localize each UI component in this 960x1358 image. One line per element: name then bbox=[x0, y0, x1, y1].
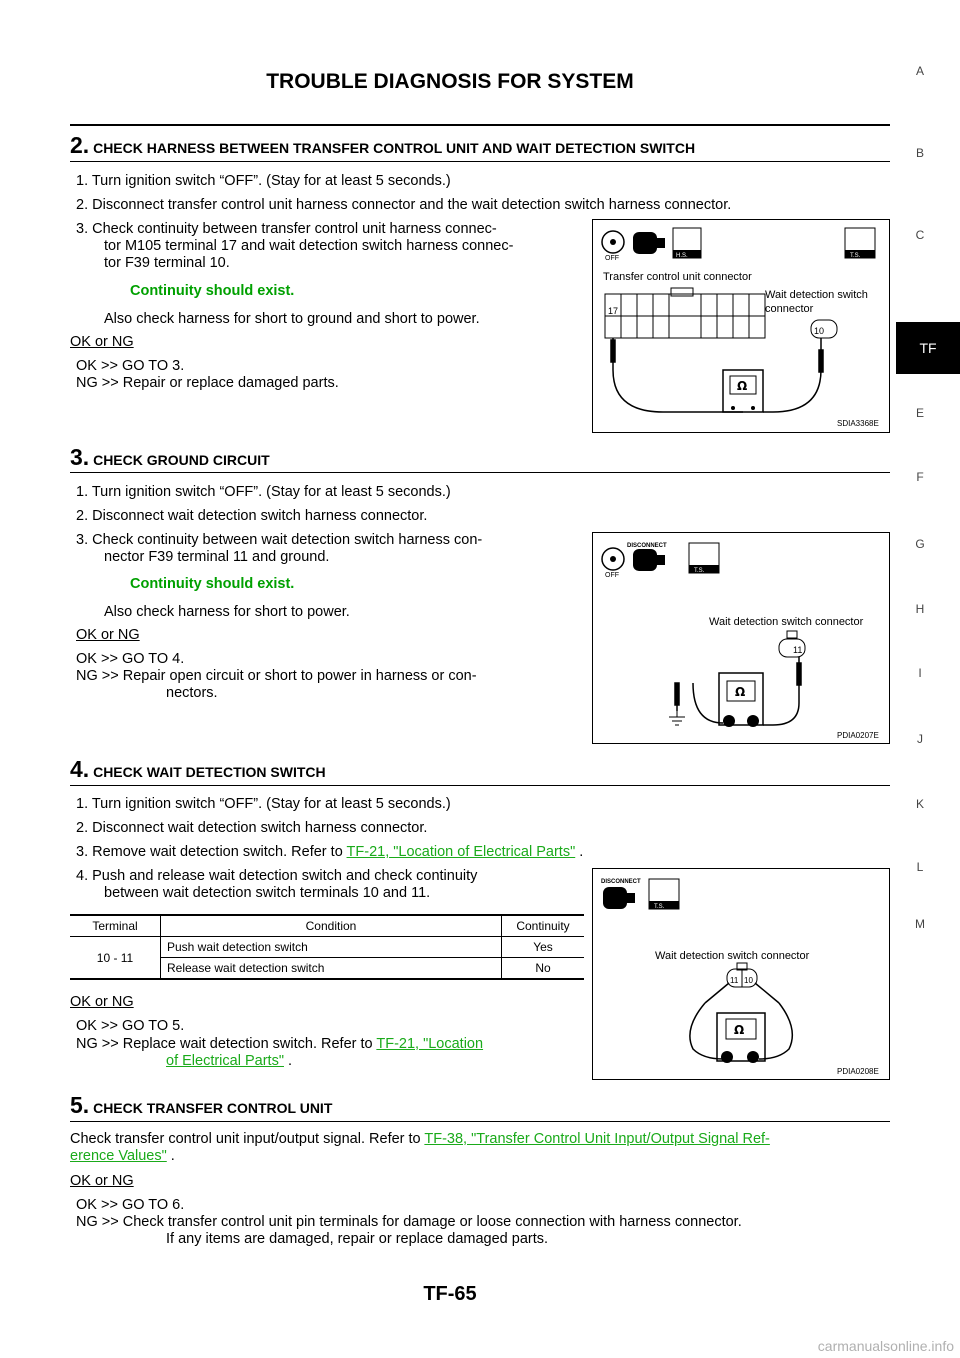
s5-ng1: NG >> Check transfer control unit pin terminals for damage or loose connection with harness connector. bbox=[76, 1214, 742, 1230]
continuity-cell: Yes bbox=[502, 937, 585, 958]
header-rule bbox=[70, 124, 890, 126]
tester-icon bbox=[845, 228, 875, 259]
s2-step2: 2. Disconnect transfer control unit harness connector and the wait detection switch harness connector. bbox=[76, 197, 732, 213]
page-title: TROUBLE DIAGNOSIS FOR SYSTEM bbox=[266, 70, 634, 93]
side-index-f[interactable]: F bbox=[916, 470, 924, 484]
col-header-continuity: Continuity bbox=[516, 919, 570, 933]
svg-text:PDIA0208E: PDIA0208E bbox=[837, 1067, 879, 1076]
s2-also: Also check harness for short to ground and short to power. bbox=[104, 311, 480, 327]
continuity-cell: No bbox=[502, 958, 585, 980]
s4-ng: NG >> Replace wait detection switch. Refer to TF-21, "Location bbox=[76, 1036, 484, 1052]
page-number: TF-65 bbox=[423, 1283, 477, 1305]
s5-line1: Check transfer control unit input/output signal. Refer to TF-38, "Transfer Control Unit Input/Output Signal Ref- bbox=[70, 1131, 770, 1147]
ignition-off-icon bbox=[602, 231, 624, 253]
section-3-rule bbox=[70, 472, 890, 473]
svg-text:Ω: Ω bbox=[737, 379, 748, 393]
svg-text:Transfer control unit connecto: Transfer control unit connector bbox=[603, 271, 752, 283]
svg-text:T.S.: T.S. bbox=[850, 253, 861, 259]
svg-text:PDIA0207E: PDIA0207E bbox=[837, 731, 879, 740]
svg-text:Ω: Ω bbox=[734, 1023, 745, 1037]
svg-text:T.S.: T.S. bbox=[654, 904, 665, 910]
connector-icon bbox=[633, 232, 665, 254]
s2-step3c: tor F39 terminal 10. bbox=[104, 255, 230, 271]
section-5-rule bbox=[70, 1121, 890, 1122]
condition-cell: Release wait detection switch bbox=[161, 958, 502, 980]
s3-step3b: nector F39 terminal 11 and ground. bbox=[104, 549, 330, 565]
s4-ng-cont: of Electrical Parts" . bbox=[166, 1053, 293, 1069]
continuity-spec-table bbox=[70, 914, 584, 980]
svg-text:10: 10 bbox=[744, 976, 753, 985]
side-index-j[interactable]: J bbox=[917, 732, 923, 746]
svg-text:OFF: OFF bbox=[605, 572, 619, 579]
tester-icon bbox=[649, 879, 679, 910]
link-tf-21-location[interactable]: TF-21, "Location of Electrical Parts" bbox=[346, 844, 576, 860]
svg-text:T.S.: T.S. bbox=[694, 568, 705, 574]
s3-step1: 1. Turn ignition switch “OFF”. (Stay for at least 5 seconds.) bbox=[76, 484, 451, 500]
s4-ok-or-ng: OK or NG bbox=[70, 994, 134, 1010]
svg-text:Ω: Ω bbox=[735, 685, 746, 699]
condition-cell: Push wait detection switch bbox=[161, 937, 502, 958]
link-tf-21-location-2b[interactable]: of Electrical Parts" bbox=[166, 1053, 284, 1069]
svg-text:Wait detection switch connecto: Wait detection switch connector bbox=[709, 616, 864, 628]
col-header-condition: Condition bbox=[161, 915, 502, 937]
svg-text:DISCONNECT: DISCONNECT bbox=[627, 543, 667, 549]
s2-continuity: Continuity should exist. bbox=[130, 283, 295, 299]
link-tf-38-signal-values-2[interactable]: erence Values" bbox=[70, 1148, 167, 1164]
svg-text:10: 10 bbox=[814, 326, 825, 336]
tester-icon bbox=[689, 543, 719, 574]
section-5-heading: 5. CHECK TRANSFER CONTROL UNIT bbox=[70, 1092, 333, 1118]
harness-side-icon bbox=[673, 228, 701, 259]
svg-text:SDIA3368E: SDIA3368E bbox=[837, 419, 879, 428]
section-4-heading: 4. CHECK WAIT DETECTION SWITCH bbox=[70, 756, 326, 782]
ground-circuit-diagram bbox=[593, 533, 889, 743]
svg-text:OFF: OFF bbox=[605, 255, 619, 262]
s3-ng2: nectors. bbox=[166, 685, 218, 701]
s3-ng1: NG >> Repair open circuit or short to power in harness or con- bbox=[76, 668, 477, 684]
terminal-cell: 10 - 11 bbox=[70, 937, 161, 980]
svg-text:11: 11 bbox=[730, 976, 739, 985]
side-index-g[interactable]: G bbox=[915, 537, 925, 551]
svg-text:H.S.: H.S. bbox=[676, 253, 688, 259]
s5-ok-or-ng: OK or NG bbox=[70, 1173, 134, 1189]
s4-step3: 3. Remove wait detection switch. Refer to TF-21, "Location of Electrical Parts" . bbox=[76, 844, 584, 860]
s3-ok: OK >> GO TO 4. bbox=[76, 651, 185, 667]
s3-step3a: 3. Check continuity between wait detection switch harness con- bbox=[76, 532, 483, 548]
s4-step4b: between wait detection switch terminals 10 and 11. bbox=[104, 885, 431, 901]
section-2-heading: 2. CHECK HARNESS BETWEEN TRANSFER CONTROL UNIT AND WAIT DETECTION SWITCH bbox=[70, 132, 696, 158]
side-index-i[interactable]: I bbox=[918, 666, 922, 680]
side-index-c[interactable]: C bbox=[915, 228, 925, 242]
probe-wires bbox=[690, 983, 792, 1059]
s2-ok-or-ng: OK or NG bbox=[70, 334, 134, 350]
table-row bbox=[70, 937, 584, 958]
section-4-rule bbox=[70, 785, 890, 786]
side-index-b[interactable]: B bbox=[915, 146, 924, 160]
tcu-connector-shape bbox=[605, 288, 765, 338]
ohmmeter-icon bbox=[723, 370, 763, 412]
watermark-text: carmanualsonline.info bbox=[817, 1338, 954, 1354]
side-index-m[interactable]: M bbox=[915, 917, 925, 931]
s3-also: Also check harness for short to power. bbox=[104, 604, 350, 620]
s3-ok-or-ng: OK or NG bbox=[76, 627, 140, 643]
figure-pdia0208e bbox=[592, 868, 890, 1080]
side-index-h[interactable]: H bbox=[915, 602, 925, 616]
s3-continuity: Continuity should exist. bbox=[130, 576, 295, 592]
svg-text:Wait detection switch: Wait detection switch bbox=[765, 289, 868, 301]
s4-step2: 2. Disconnect wait detection switch harness connector. bbox=[76, 820, 428, 836]
link-tf-38-signal-values[interactable]: TF-38, "Transfer Control Unit Input/Output Signal Ref- bbox=[424, 1131, 770, 1147]
s3-step2: 2. Disconnect wait detection switch harness connector. bbox=[76, 508, 428, 524]
svg-text:Wait detection switch connecto: Wait detection switch connector bbox=[655, 950, 810, 962]
s2-ok: OK >> GO TO 3. bbox=[76, 358, 185, 374]
s4-step1: 1. Turn ignition switch “OFF”. (Stay for at least 5 seconds.) bbox=[76, 796, 451, 812]
wait-switch-check-diagram bbox=[593, 869, 889, 1079]
svg-text:17: 17 bbox=[608, 306, 619, 316]
figure-pdia0207e bbox=[592, 532, 890, 744]
col-header-terminal: Terminal bbox=[70, 915, 161, 937]
s4-ok: OK >> GO TO 5. bbox=[76, 1018, 185, 1034]
ohmmeter-icon bbox=[717, 1013, 765, 1063]
continuity-check-diagram bbox=[593, 220, 889, 432]
probe-wires bbox=[611, 338, 823, 412]
s2-ng: NG >> Repair or replace damaged parts. bbox=[76, 375, 339, 391]
side-index-k[interactable]: K bbox=[915, 797, 924, 811]
figure-sdia3368e bbox=[592, 219, 890, 433]
section-3-heading: 3. CHECK GROUND CIRCUIT bbox=[70, 444, 270, 470]
side-index-l[interactable]: L bbox=[916, 860, 924, 874]
svg-text:connector: connector bbox=[765, 303, 814, 315]
s4-step4a: 4. Push and release wait detection switch and check continuity bbox=[76, 868, 478, 884]
connector-icon bbox=[603, 887, 635, 909]
ground-symbol-icon bbox=[669, 711, 685, 725]
section-2-rule bbox=[70, 161, 890, 162]
connector-icon bbox=[633, 549, 665, 571]
s5-line2: erence Values" . bbox=[70, 1148, 175, 1164]
side-index-tf-active[interactable]: TF bbox=[896, 322, 960, 374]
ohmmeter-icon bbox=[719, 673, 763, 727]
s2-step1: 1. Turn ignition switch “OFF”. (Stay for at least 5 seconds.) bbox=[76, 173, 451, 189]
s2-step3a: 3. Check continuity between transfer control unit harness connec- bbox=[76, 221, 497, 237]
s2-step3b: tor M105 terminal 17 and wait detection switch harness connec- bbox=[104, 238, 514, 254]
side-index-e[interactable]: E bbox=[915, 406, 924, 420]
link-tf-21-location-2[interactable]: TF-21, "Location bbox=[376, 1036, 484, 1052]
s5-ng2: If any items are damaged, repair or replace damaged parts. bbox=[166, 1231, 549, 1247]
svg-text:11: 11 bbox=[793, 645, 803, 655]
svg-text:DISCONNECT: DISCONNECT bbox=[601, 879, 641, 885]
s5-ok: OK >> GO TO 6. bbox=[76, 1197, 185, 1213]
side-index-a[interactable]: A bbox=[915, 64, 924, 78]
ignition-off-icon bbox=[602, 548, 624, 570]
